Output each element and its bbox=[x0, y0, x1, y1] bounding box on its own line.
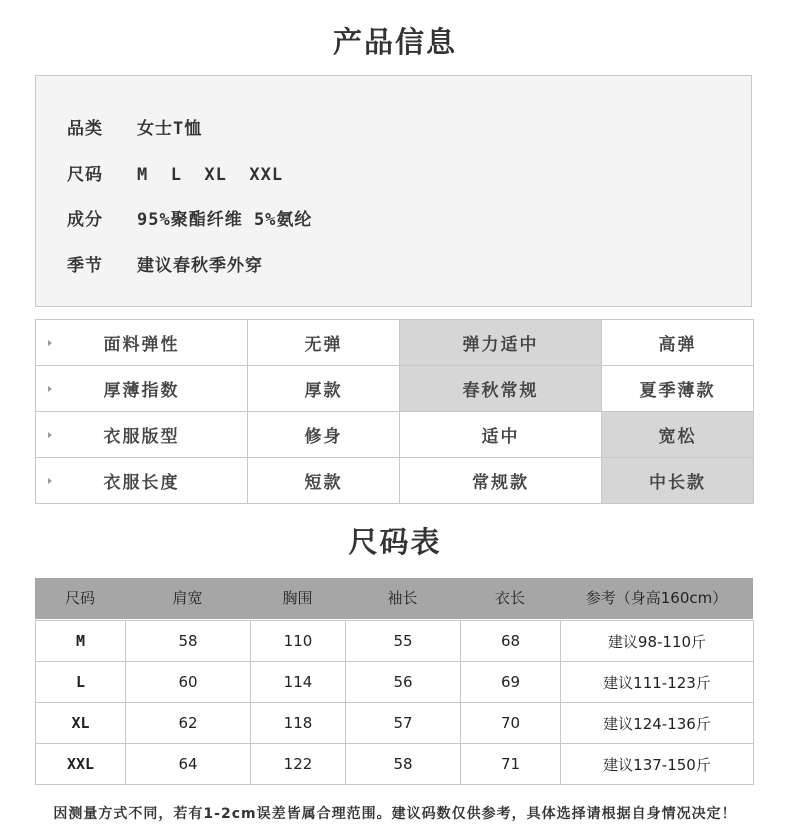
header-chest: 胸围 bbox=[282, 589, 313, 607]
table-cell: 70 bbox=[461, 703, 561, 744]
triangle-bullet-icon bbox=[48, 340, 52, 346]
table-cell: 60 bbox=[126, 662, 251, 703]
attribute-name bbox=[36, 412, 248, 458]
footnote: 因测量方式不同，若有1-2cm误差皆属合理范围。建议码数仅供参考，具体选择请根据自身情况决定！ bbox=[53, 806, 737, 822]
info-value: 女士T恤 bbox=[137, 119, 203, 139]
attribute-option: 厚款 bbox=[248, 366, 400, 412]
table-cell: 建议124-136斤 bbox=[561, 703, 754, 744]
header-length: 衣长 bbox=[494, 589, 525, 607]
table-cell: 建议98-110斤 bbox=[561, 621, 754, 662]
table-cell: 55 bbox=[346, 621, 461, 662]
product-info-box bbox=[35, 75, 752, 307]
table-cell: 58 bbox=[126, 621, 251, 662]
info-value: 建议春秋季外穿 bbox=[137, 256, 263, 276]
attribute-row bbox=[36, 320, 754, 366]
info-row-size bbox=[67, 160, 283, 185]
attribute-option-selected: 宽松 bbox=[602, 412, 754, 458]
attribute-row bbox=[36, 458, 754, 504]
info-row-category bbox=[67, 114, 202, 139]
header-sleeve: 袖长 bbox=[387, 589, 418, 607]
attribute-option: 无弹 bbox=[248, 320, 400, 366]
info-key: 季节 bbox=[67, 256, 103, 276]
info-value: 95%聚酯纤维 5%氨纶 bbox=[137, 210, 313, 230]
attribute-option-selected: 弹力适中 bbox=[400, 320, 602, 366]
table-cell: 69 bbox=[461, 662, 561, 703]
size-chart-title: 尺码表 bbox=[348, 525, 442, 559]
table-cell: 118 bbox=[251, 703, 346, 744]
attribute-option: 适中 bbox=[400, 412, 602, 458]
attribute-option: 常规款 bbox=[400, 458, 602, 504]
triangle-bullet-icon bbox=[48, 432, 52, 438]
table-row bbox=[36, 662, 754, 703]
table-cell: 122 bbox=[251, 744, 346, 785]
table-cell: XL bbox=[36, 703, 126, 744]
table-row bbox=[36, 744, 754, 785]
table-cell: 58 bbox=[346, 744, 461, 785]
table-cell: 110 bbox=[251, 621, 346, 662]
table-cell: 建议111-123斤 bbox=[561, 662, 754, 703]
size-table-header bbox=[35, 578, 753, 619]
table-cell: 62 bbox=[126, 703, 251, 744]
attribute-option-selected: 中长款 bbox=[602, 458, 754, 504]
size-table bbox=[35, 620, 754, 785]
table-cell: XXL bbox=[36, 744, 126, 785]
attribute-option: 高弹 bbox=[602, 320, 754, 366]
attribute-label: 厚薄指数 bbox=[103, 381, 180, 401]
attribute-option: 修身 bbox=[248, 412, 400, 458]
info-key: 品类 bbox=[67, 119, 103, 139]
triangle-bullet-icon bbox=[48, 478, 52, 484]
header-size: 尺码 bbox=[64, 589, 95, 607]
table-cell: M bbox=[36, 621, 126, 662]
attribute-row bbox=[36, 366, 754, 412]
triangle-bullet-icon bbox=[48, 386, 52, 392]
info-key: 成分 bbox=[67, 210, 103, 230]
attribute-name bbox=[36, 366, 248, 412]
table-cell: 68 bbox=[461, 621, 561, 662]
attribute-option-selected: 春秋常规 bbox=[400, 366, 602, 412]
header-reference: 参考（身高160cm） bbox=[585, 589, 728, 607]
info-row-material bbox=[67, 205, 312, 230]
table-cell: 57 bbox=[346, 703, 461, 744]
table-cell: L bbox=[36, 662, 126, 703]
table-row bbox=[36, 703, 754, 744]
info-value: M L XL XXL bbox=[137, 165, 284, 185]
attribute-label: 衣服版型 bbox=[103, 427, 180, 447]
table-cell: 114 bbox=[251, 662, 346, 703]
info-key: 尺码 bbox=[67, 165, 103, 185]
product-info-title: 产品信息 bbox=[332, 25, 457, 59]
table-row bbox=[36, 621, 754, 662]
attribute-label: 面料弹性 bbox=[103, 335, 180, 355]
attribute-row bbox=[36, 412, 754, 458]
table-cell: 建议137-150斤 bbox=[561, 744, 754, 785]
attribute-option: 短款 bbox=[248, 458, 400, 504]
attribute-name bbox=[36, 458, 248, 504]
attribute-label: 衣服长度 bbox=[103, 473, 180, 493]
attribute-name bbox=[36, 320, 248, 366]
table-cell: 56 bbox=[346, 662, 461, 703]
table-cell: 71 bbox=[461, 744, 561, 785]
table-cell: 64 bbox=[126, 744, 251, 785]
attribute-option: 夏季薄款 bbox=[602, 366, 754, 412]
attribute-grid bbox=[35, 319, 754, 504]
header-shoulder: 肩宽 bbox=[172, 589, 203, 607]
info-row-season bbox=[67, 251, 263, 276]
